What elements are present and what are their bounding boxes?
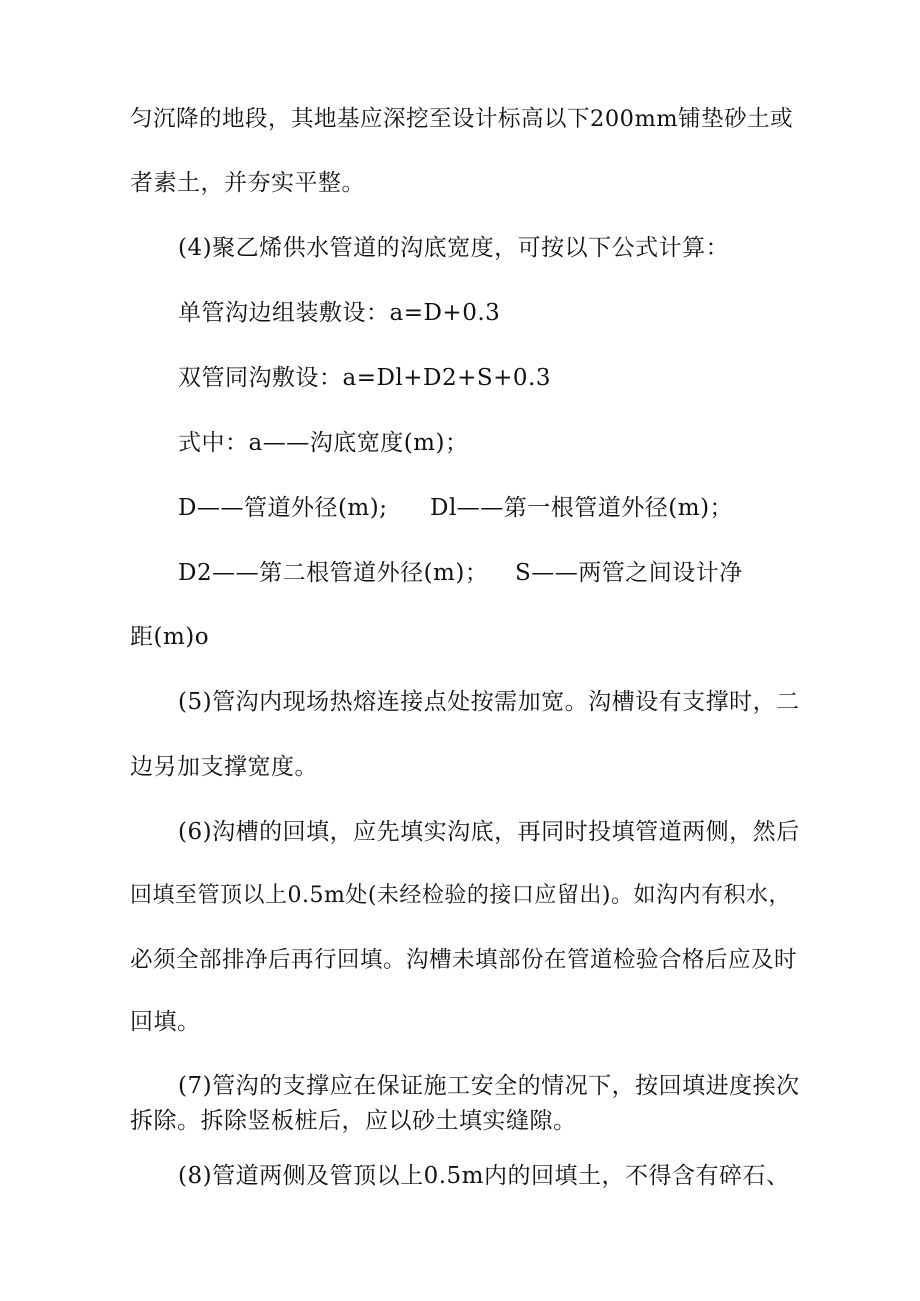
text-line: 式中：a——沟底宽度(m)； [178, 430, 469, 456]
text-line: (6)沟槽的回填，应先填实沟底，再同时投填管道两侧，然后 [178, 819, 800, 845]
text-line: 回填至管顶以上0.5m处(未经检验的接口应留出)。如沟内有积水， [130, 883, 792, 908]
text-line: 者素土，并夯实平整。 [130, 170, 365, 196]
text-line: 必须全部排净后再行回填。沟槽未填部份在管道检验合格后应及时 [130, 947, 798, 973]
text-line: 单管沟边组装敷设：a=D+0.3 [178, 300, 501, 326]
text-line: S——两管之间设计净 [515, 560, 743, 586]
text-line: D2——第二根管道外径(m)； [178, 560, 489, 586]
text-line: (7)管沟的支撑应在保证施工安全的情况下，按回填进度挨次 [178, 1073, 800, 1099]
text-line: (4)聚乙烯供水管道的沟底宽度，可按以下公式计算： [178, 235, 730, 261]
text-line: 回填。 [130, 1009, 201, 1035]
text-line: Dl——第一根管道外径(m)； [430, 495, 734, 521]
text-line: 拆除。拆除竖板桩后，应以砂土填实缝隙。 [130, 1108, 577, 1134]
text-line: 距(m)o [130, 624, 210, 650]
text-line: D——管道外径(m); [178, 495, 388, 521]
text-line: (8)管道两侧及管顶以上0.5m内的回填土，不得含有碎石、 [178, 1163, 790, 1189]
text-line: 匀沉降的地段，其地基应深挖至设计标高以下200mm铺垫砂土或 [130, 106, 794, 132]
text-line: 双管同沟敷设：a=Dl+D2+S+0.3 [178, 365, 552, 391]
text-line: 边另加支撑宽度。 [130, 754, 318, 780]
text-line: (5)管沟内现场热熔连接点处按需加宽。沟槽设有支撑时，二 [178, 689, 800, 715]
